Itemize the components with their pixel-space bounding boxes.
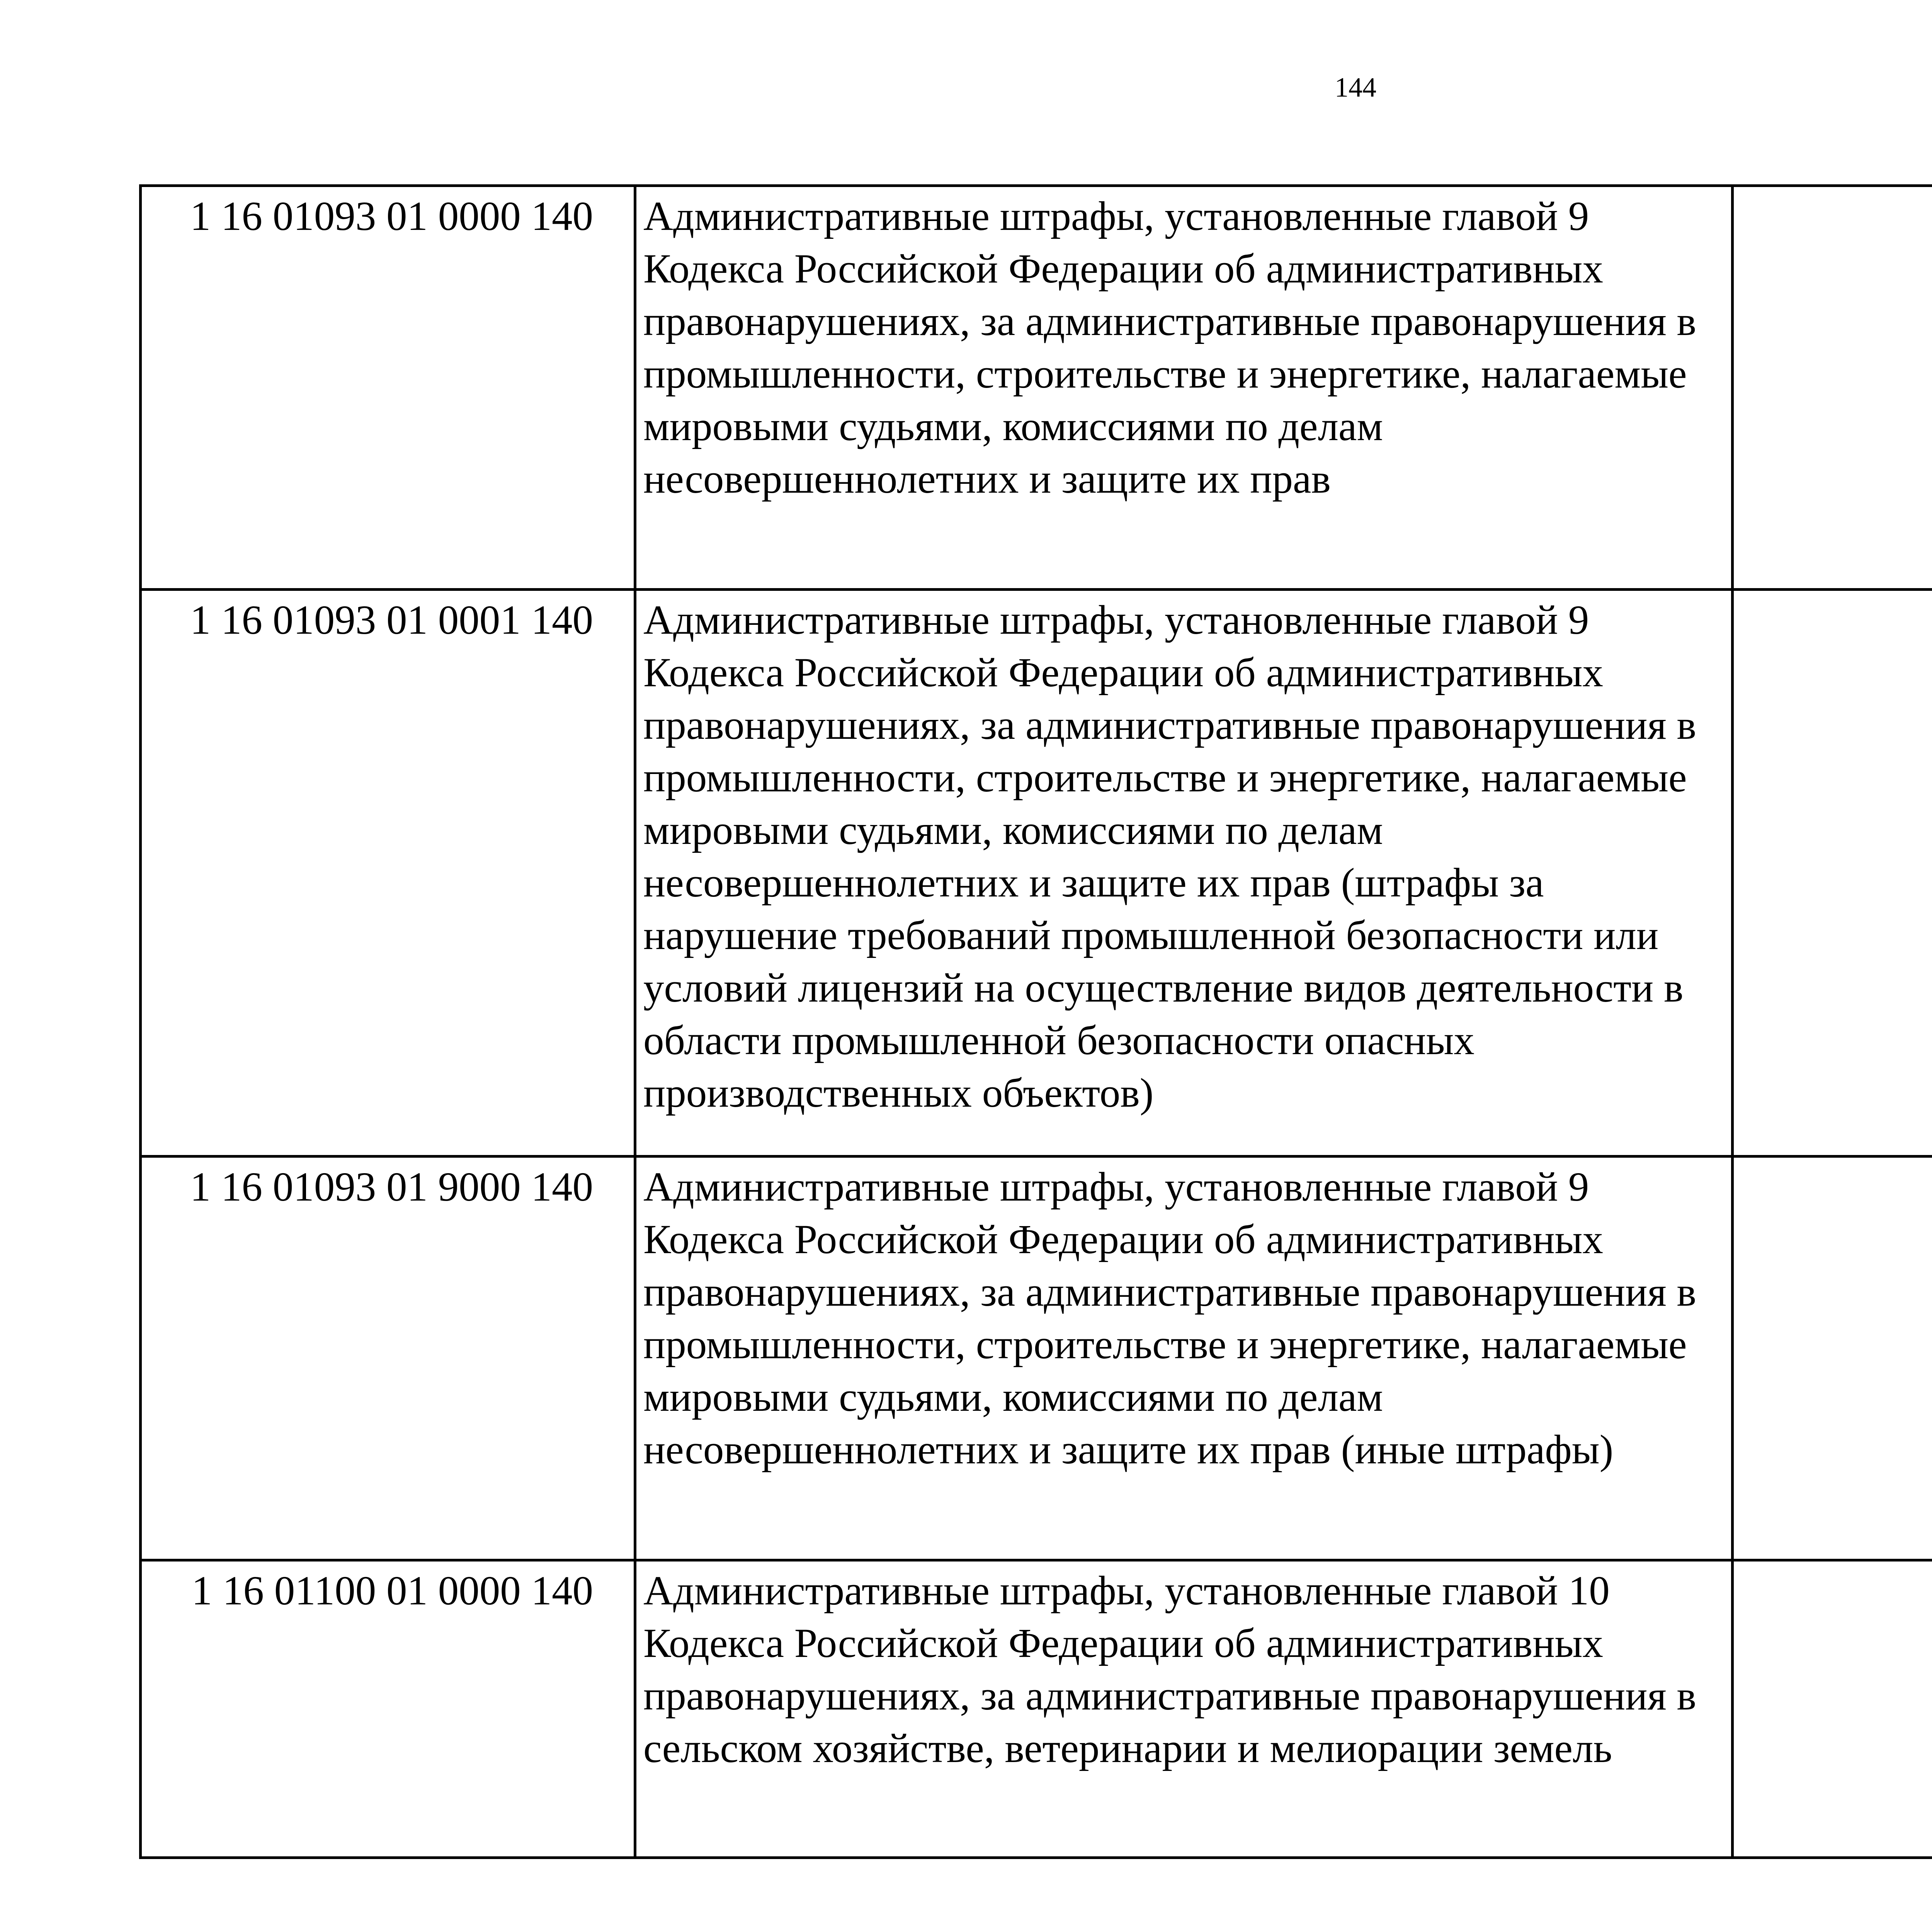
budget-code-cell: 1 16 01093 01 0001 140 [141, 590, 635, 1157]
table-row [141, 590, 1932, 1157]
revenue-table [139, 184, 1932, 1859]
value-cell-year-1 [1733, 186, 1932, 590]
budget-code-cell: 1 16 01093 01 9000 140 [141, 1157, 635, 1560]
table-row [141, 1157, 1932, 1560]
table-row [141, 186, 1932, 590]
budget-code-cell: 1 16 01100 01 0000 140 [141, 1560, 635, 1858]
value-cell-year-1 [1733, 1157, 1932, 1560]
value-cell-year-1 [1733, 1560, 1932, 1858]
description-cell: Административные штрафы, установленные главой 9 Кодекса Российской Федерации об административных правонарушениях, за административные правонарушения в промышленности, строительстве и энергетике, налагаемые мировыми судьями, комиссиями по делам несовершеннолетних и защите их прав (штрафы за нарушение требований промышленной безопасности или условий лицензий на осуществление видов деятельности в области промышленной безопасности опасных производственных объектов) [635, 590, 1733, 1157]
page-number: 144 [1335, 72, 1376, 103]
description-cell: Административные штрафы, установленные главой 10 Кодекса Российской Федерации об административных правонарушениях, за административные правонарушения в сельском хозяйстве, ветеринарии и мелиорации земель [635, 1560, 1733, 1858]
value-cell-year-1 [1733, 590, 1932, 1157]
table-row [141, 1560, 1932, 1858]
description-cell: Административные штрафы, установленные главой 9 Кодекса Российской Федерации об административных правонарушениях, за административные правонарушения в промышленности, строительстве и энергетике, налагаемые мировыми судьями, комиссиями по делам несовершеннолетних и защите их прав (иные штрафы) [635, 1157, 1733, 1560]
budget-code-cell: 1 16 01093 01 0000 140 [141, 186, 635, 590]
description-cell: Административные штрафы, установленные главой 9 Кодекса Российской Федерации об административных правонарушениях, за административные правонарушения в промышленности, строительстве и энергетике, налагаемые мировыми судьями, комиссиями по делам несовершеннолетних и защите их прав [635, 186, 1733, 590]
